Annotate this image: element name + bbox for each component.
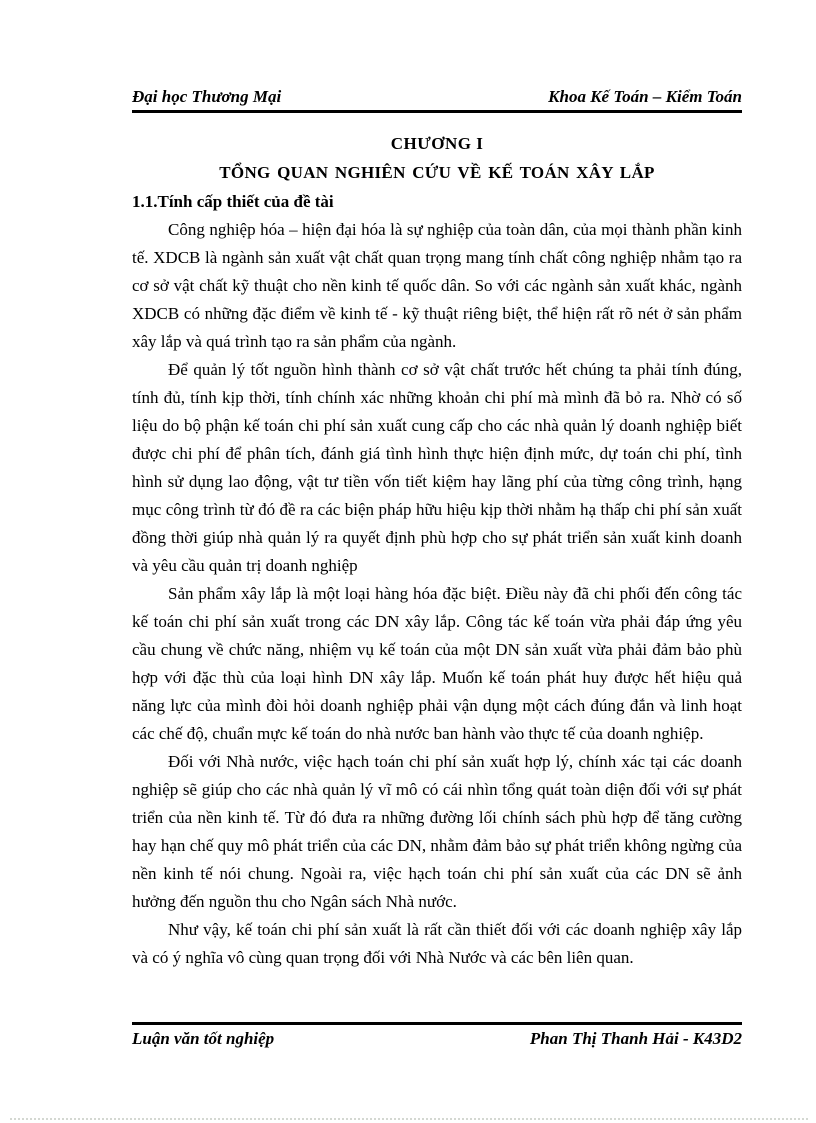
paragraph-2: Để quản lý tốt nguồn hình thành cơ sở vật chất trước hết chúng ta phải tính đúng, tính đủ, tính kịp thời, tính chính xác những khoản chi phí mà mình đã bỏ ra. Nhờ có số liệu do bộ phận kế toán chi phí sản xuất cung cấp cho các nhà quản lý doanh nghiệp biết được chi phí để phân tích, đánh giá tình hình thực hiện định mức, dự toán chi phí, tình hình sử dụng lao động, vật tư tiền vốn tiết kiệm hay lãng phí của từng công trình, hạng mục công trình từ đó đề ra các biện pháp hữu hiệu kịp thời nhằm hạ thấp chi phí sản xuất đồng thời giúp nhà quản lý ra quyết định phù hợp cho sự phát triển sản xuất kinh doanh và yêu cầu quản trị doanh nghiệp xyxy=(132,360,742,575)
header-rule xyxy=(132,110,742,113)
footer-thesis-label: Luận văn tốt nghiệp xyxy=(132,1029,275,1048)
chapter-subtitle: TỔNG QUAN NGHIÊN CỨU VỀ KẾ TOÁN XÂY LẮP xyxy=(219,163,655,182)
section-heading: 1.1.Tính cấp thiết của đề tài xyxy=(132,192,334,211)
page-bottom-edge xyxy=(10,1118,808,1120)
paragraph-1: Công nghiệp hóa – hiện đại hóa là sự nghiệp của toàn dân, của mọi thành phần kinh tế. XDCB là ngành sản xuất vật chất quan trọng mang tính chất công nghiệp nhằm tạo ra cơ sở vật chất kỹ thuật cho nền kinh tế quốc dân. So với các ngành sản xuất khác, ngành XDCB có những đặc điểm về kinh tế - kỹ thuật riêng biệt, thể hiện rất rõ nét ở sản phẩm xây lắp và quá trình tạo ra sản phẩm của ngành. xyxy=(132,220,742,351)
page-content xyxy=(132,0,742,972)
footer-author: Phan Thị Thanh Hải - K43D2 xyxy=(529,1029,742,1048)
paragraph-4: Đối với Nhà nước, việc hạch toán chi phí sản xuất hợp lý, chính xác tại các doanh nghiệp sẽ giúp cho các nhà quản lý vĩ mô có cái nhìn tổng quát toàn diện đối với sự phát triển của nền kinh tế. Từ đó đưa ra những đường lối chính sách phù hợp để tăng cường hay hạn chế quy mô phát triển của các DN, nhằm đảm bảo sự phát triển không ngừng của nền kinh tế nói chung. Ngoài ra, việc hạch toán chi phí sản xuất của các DN sẽ ảnh hưởng đến nguồn thu cho Ngân sách Nhà nước. xyxy=(132,752,742,911)
chapter-title: CHƯƠNG I xyxy=(390,134,484,153)
paragraph-3: Sản phẩm xây lắp là một loại hàng hóa đặc biệt. Điều này đã chi phối đến công tác kế toán chi phí sản xuất trong các DN xây lắp. Công tác kế toán vừa phải đáp ứng yêu cầu chung về chức năng, nhiệm vụ kế toán của một DN sản xuất vừa phải đảm bảo phù hợp với đặc thù của loại hình DN xây lắp. Muốn kế toán phát huy được hết hiệu quả năng lực của mình đòi hỏi doanh nghiệp phải vận dụng một cách đúng đắn và linh hoạt các chế độ, chuẩn mực kế toán do nhà nước ban hành vào thực tế của doanh nghiệp. xyxy=(132,584,742,743)
page-footer xyxy=(132,1022,742,1050)
body-text xyxy=(132,216,742,972)
header-faculty: Khoa Kế Toán – Kiểm Toán xyxy=(548,87,742,106)
paragraph-5: Như vậy, kế toán chi phí sản xuất là rất cần thiết đối với các doanh nghiệp xây lắp và có ý nghĩa vô cùng quan trọng đối với Nhà Nước và các bên liên quan. xyxy=(132,920,742,967)
page-header xyxy=(132,0,742,107)
header-university: Đại học Thương Mại xyxy=(132,87,282,106)
